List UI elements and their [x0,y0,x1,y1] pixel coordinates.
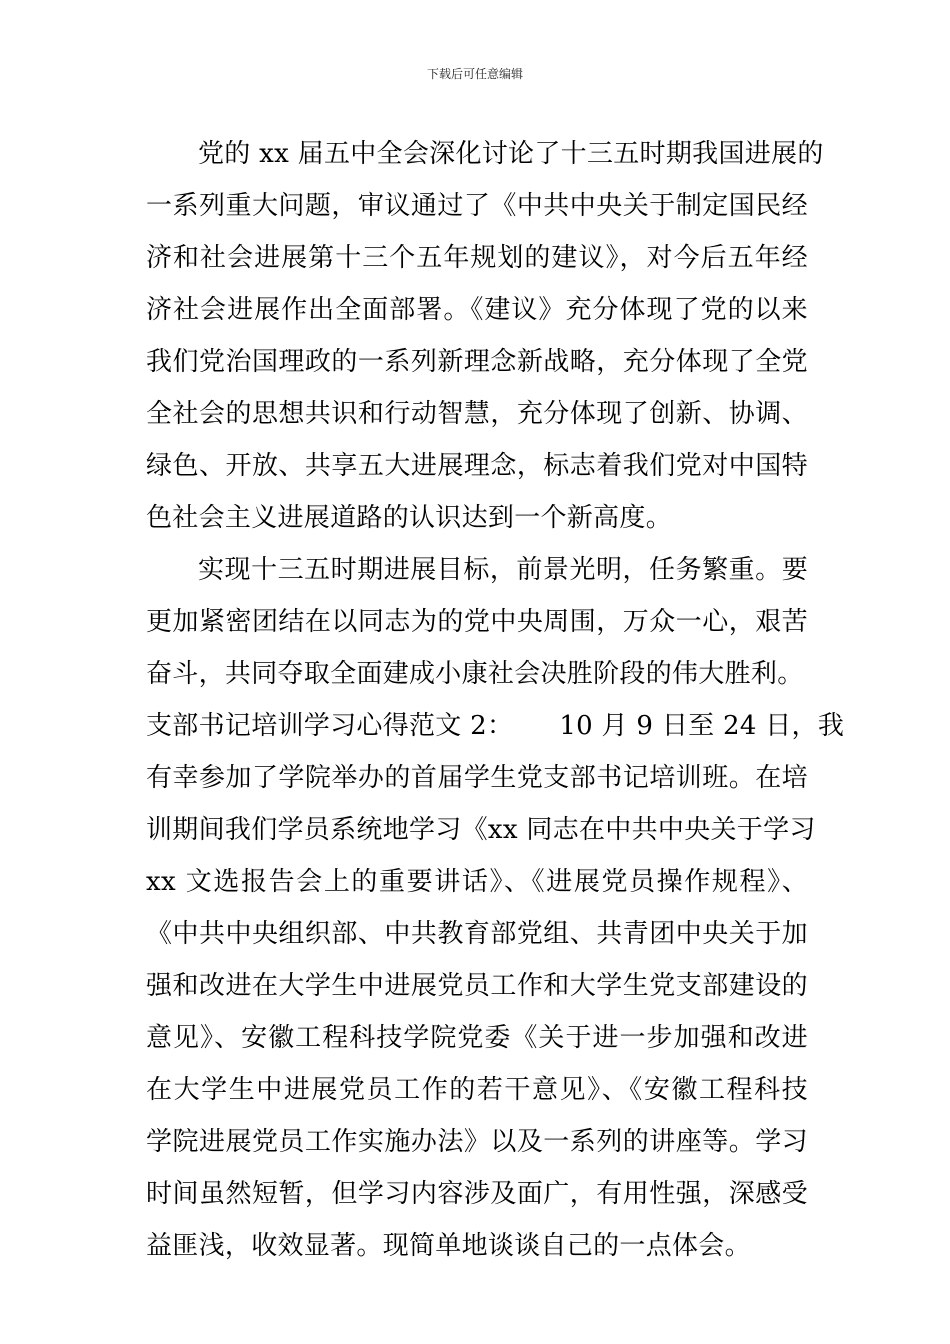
text-line: 时间虽然短暂，但学习内容涉及面广，有用性强，深感受 [146,1179,808,1209]
text-line: 全社会的思想共识和行动智慧，充分体现了创新、协调、 [146,399,808,429]
text-line: 在大学生中进展党员工作的若干意见》、《安徽工程科技 [146,1075,808,1105]
text-line: xx 文选报告会上的重要讲话》、《进展党员操作规程》、 [146,867,808,897]
text-line: 济和社会进展第十三个五年规划的建议》，对今后五年经 [146,243,808,273]
heading-continuation: 10 月 9 日至 24 日，我 [559,711,845,741]
text-line: 《中共中央组织部、中共教育部党组、共青团中央关于加 [146,919,808,949]
text-line: 党的 xx 届五中全会深化讨论了十三五时期我国进展的 [198,139,824,169]
text-line: 绿色、开放、共享五大进展理念，标志着我们党对中国特 [146,451,808,481]
text-line: 一系列重大问题，审议通过了《中共中央关于制定国民经 [146,191,808,221]
paragraph-2 [146,544,808,700]
document-body [146,128,845,1272]
text-line: 实现十三五时期进展目标，前景光明，任务繁重。要 [198,555,808,585]
text-line: 意见》、安徽工程科技学院党委《关于进一步加强和改进 [146,1023,808,1053]
text-line: 奋斗，共同夺取全面建成小康社会决胜阶段的伟大胜利。 [146,659,804,689]
paragraph-1 [146,128,824,544]
text-line: 强和改进在大学生中进展党员工作和大学生党支部建设的 [146,971,808,1001]
heading-line [146,700,845,752]
paragraph-3 [146,700,845,1272]
text-line: 学院进展党员工作实施办法》以及一系列的讲座等。学习 [146,1127,808,1157]
text-line: 有幸参加了学院举办的首届学生党支部书记培训班。在培 [146,763,808,793]
page-header: 下载后可任意编辑 [426,67,523,81]
text-line: 我们党治国理政的一系列新理念新战略，充分体现了全党 [146,347,808,377]
text-line: 更加紧密团结在以同志为的党中央周围，万众一心，艰苦 [146,607,808,637]
section-heading: 支部书记培训学习心得范文 2： [146,711,514,741]
text-line: 训期间我们学员系统地学习《xx 同志在中共中央关于学习 [146,815,816,845]
text-line: 济社会进展作出全面部署。《建议》充分体现了党的以来 [146,295,808,325]
text-line: 益匪浅，收效显著。现简单地谈谈自己的一点体会。 [146,1231,751,1261]
text-line: 色社会主义进展道路的认识达到一个新高度。 [146,503,673,533]
